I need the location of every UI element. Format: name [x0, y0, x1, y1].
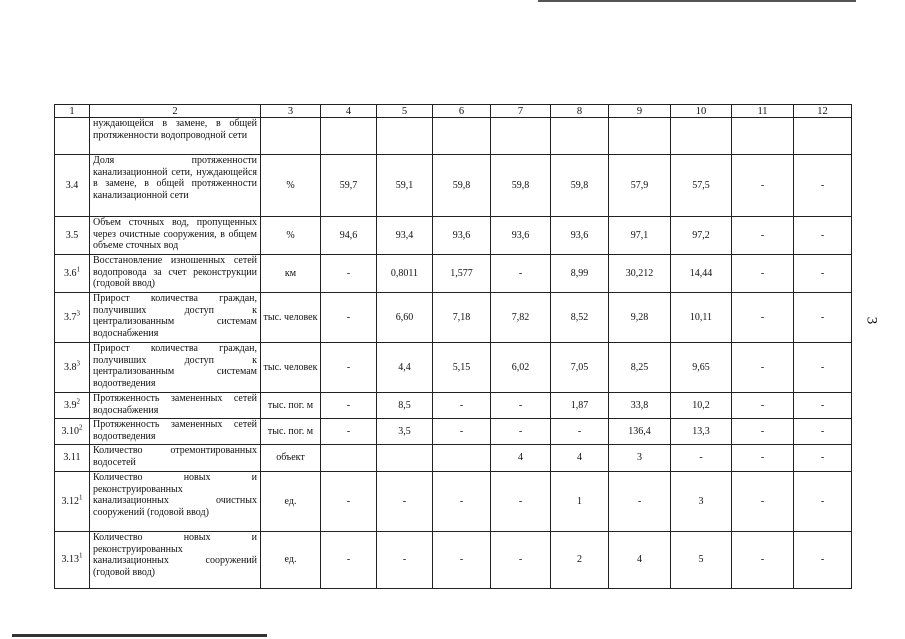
value-cell: -: [794, 393, 852, 419]
row-description: Восстановление изношенных сетей водопровода за счет реконструкции (годовой ввод): [90, 255, 261, 293]
value-cell: -: [732, 217, 794, 255]
value-cell: 3,5: [377, 419, 433, 445]
header-cell: 4: [321, 105, 377, 118]
value-cell: 3: [671, 472, 732, 532]
value-cell: 3: [609, 445, 671, 472]
value-cell: 7,05: [551, 343, 609, 393]
value-cell: 13,3: [671, 419, 732, 445]
value-cell: 10,2: [671, 393, 732, 419]
row-unit: тыс. пог. м: [261, 419, 321, 445]
footnote-mark: 1: [76, 265, 80, 274]
row-unit: ед.: [261, 472, 321, 532]
value-cell: [794, 118, 852, 155]
value-cell: -: [732, 393, 794, 419]
row-unit: км: [261, 255, 321, 293]
value-cell: -: [732, 343, 794, 393]
table-row: [55, 255, 852, 293]
value-cell: -: [433, 472, 491, 532]
header-cell: 7: [491, 105, 551, 118]
value-cell: -: [321, 393, 377, 419]
header-cell: 8: [551, 105, 609, 118]
header-cell: 9: [609, 105, 671, 118]
value-cell: 97,2: [671, 217, 732, 255]
value-cell: 1,577: [433, 255, 491, 293]
value-cell: -: [321, 293, 377, 343]
value-cell: -: [732, 472, 794, 532]
value-cell: [671, 118, 732, 155]
value-cell: 93,4: [377, 217, 433, 255]
value-cell: -: [671, 445, 732, 472]
value-cell: -: [321, 419, 377, 445]
value-cell: -: [491, 419, 551, 445]
value-cell: 7,82: [491, 293, 551, 343]
header-cell: 11: [732, 105, 794, 118]
row-unit: тыс. человек: [261, 343, 321, 393]
value-cell: 6,02: [491, 343, 551, 393]
value-cell: 0,8011: [377, 255, 433, 293]
value-cell: 4: [551, 445, 609, 472]
header-cell: 10: [671, 105, 732, 118]
value-cell: -: [794, 293, 852, 343]
value-cell: -: [491, 472, 551, 532]
value-cell: [321, 118, 377, 155]
value-cell: -: [321, 255, 377, 293]
value-cell: 97,1: [609, 217, 671, 255]
row-unit: ед.: [261, 532, 321, 589]
value-cell: 4,4: [377, 343, 433, 393]
value-cell: 136,4: [609, 419, 671, 445]
value-cell: [433, 118, 491, 155]
row-description: Количество новых и реконструированных канализационных сооружений (годовой ввод): [90, 532, 261, 589]
value-cell: 59,8: [433, 155, 491, 217]
value-cell: -: [732, 532, 794, 589]
value-cell: 5,15: [433, 343, 491, 393]
value-cell: 1: [551, 472, 609, 532]
value-cell: -: [794, 445, 852, 472]
value-cell: -: [732, 419, 794, 445]
header-cell: 5: [377, 105, 433, 118]
value-cell: [732, 118, 794, 155]
table-row: [55, 532, 852, 589]
value-cell: -: [321, 343, 377, 393]
value-cell: [377, 118, 433, 155]
value-cell: -: [794, 472, 852, 532]
value-cell: 57,5: [671, 155, 732, 217]
value-cell: 10,11: [671, 293, 732, 343]
value-cell: -: [732, 155, 794, 217]
row-description: Объем сточных вод, пропущенных через очистные сооружения, в общем объеме сточных вод: [90, 217, 261, 255]
header-row: [55, 105, 852, 118]
table-row: [55, 293, 852, 343]
value-cell: -: [732, 445, 794, 472]
value-cell: -: [794, 343, 852, 393]
value-cell: -: [377, 472, 433, 532]
value-cell: 7,18: [433, 293, 491, 343]
row-unit: тыс. человек: [261, 293, 321, 343]
value-cell: 5: [671, 532, 732, 589]
value-cell: -: [433, 393, 491, 419]
table-row: [55, 217, 852, 255]
header-cell: 12: [794, 105, 852, 118]
table-row: [55, 445, 852, 472]
row-description: Прирост количества граждан, получивших доступ к централизованным системам водоотведения: [90, 343, 261, 393]
value-cell: -: [491, 532, 551, 589]
footnote-mark: 1: [79, 551, 83, 560]
footnote-mark: 3: [76, 359, 80, 368]
row-code: 3.11: [55, 445, 90, 472]
value-cell: -: [433, 532, 491, 589]
value-cell: 59,8: [551, 155, 609, 217]
row-code: $3.8^3$: [55, 343, 90, 393]
row-code: 3.12$^1$: [55, 472, 90, 532]
footnote-mark: 2: [79, 423, 83, 432]
value-cell: 9,28: [609, 293, 671, 343]
value-cell: -: [732, 293, 794, 343]
value-cell: 8,52: [551, 293, 609, 343]
table-row: [55, 472, 852, 532]
row-unit: %: [261, 155, 321, 217]
value-cell: 6,60: [377, 293, 433, 343]
value-cell: -: [321, 472, 377, 532]
value-cell: -: [551, 419, 609, 445]
value-cell: 93,6: [491, 217, 551, 255]
row-code: 3.10$^2$: [55, 419, 90, 445]
value-cell: 94,6: [321, 217, 377, 255]
row-code: 3.4: [55, 155, 90, 217]
value-cell: 4: [491, 445, 551, 472]
row-description: Количество новых и реконструированных канализационных очистных сооружений (годовой ввод): [90, 472, 261, 532]
value-cell: -: [794, 419, 852, 445]
value-cell: 93,6: [551, 217, 609, 255]
value-cell: -: [609, 472, 671, 532]
table-row: [55, 343, 852, 393]
table-row: [55, 393, 852, 419]
row-description: Протяженность замененных сетей водоотведения: [90, 419, 261, 445]
row-unit: [261, 118, 321, 155]
footnote-mark: 3: [76, 309, 80, 318]
header-cell: 6: [433, 105, 491, 118]
value-cell: 59,1: [377, 155, 433, 217]
footnote-mark: 1: [79, 493, 83, 502]
value-cell: 8,99: [551, 255, 609, 293]
row-description: Прирост количества граждан, получивших доступ к централизованным системам водоснабжения: [90, 293, 261, 343]
value-cell: [609, 118, 671, 155]
row-description: Количество отремонтированных водосетей: [90, 445, 261, 472]
value-cell: -: [732, 255, 794, 293]
row-unit: объект: [261, 445, 321, 472]
bottom-rule: [12, 634, 267, 637]
value-cell: -: [491, 393, 551, 419]
value-cell: [551, 118, 609, 155]
value-cell: -: [794, 155, 852, 217]
value-cell: -: [794, 255, 852, 293]
value-cell: [377, 445, 433, 472]
page-number: 3: [863, 316, 880, 325]
row-description: Доля протяженности канализационной сети, нуждающейся в замене, в общей протяженности канализационной сети: [90, 155, 261, 217]
indicators-table: [54, 104, 852, 589]
header-cell: 3: [261, 105, 321, 118]
value-cell: 14,44: [671, 255, 732, 293]
value-cell: 93,6: [433, 217, 491, 255]
row-unit: %: [261, 217, 321, 255]
value-cell: -: [433, 419, 491, 445]
value-cell: [491, 118, 551, 155]
row-code: $3.9^2$: [55, 393, 90, 419]
value-cell: 9,65: [671, 343, 732, 393]
value-cell: 30,212: [609, 255, 671, 293]
value-cell: 2: [551, 532, 609, 589]
value-cell: 59,8: [491, 155, 551, 217]
value-cell: 57,9: [609, 155, 671, 217]
value-cell: -: [377, 532, 433, 589]
value-cell: 59,7: [321, 155, 377, 217]
row-code: 3.5: [55, 217, 90, 255]
row-code: $3.6^1$: [55, 255, 90, 293]
table-row: [55, 118, 852, 155]
value-cell: 4: [609, 532, 671, 589]
value-cell: -: [321, 532, 377, 589]
row-description: Протяженность замененных сетей водоснабжения: [90, 393, 261, 419]
row-unit: тыс. пог. м: [261, 393, 321, 419]
header-cell: 2: [90, 105, 261, 118]
value-cell: 33,8: [609, 393, 671, 419]
table-row: [55, 155, 852, 217]
value-cell: -: [794, 532, 852, 589]
footnote-mark: 2: [76, 397, 80, 406]
value-cell: 8,5: [377, 393, 433, 419]
row-code: [55, 118, 90, 155]
value-cell: [433, 445, 491, 472]
table-row: [55, 419, 852, 445]
value-cell: 8,25: [609, 343, 671, 393]
top-rule: [538, 0, 856, 2]
value-cell: -: [794, 217, 852, 255]
row-code: $3.7^3$: [55, 293, 90, 343]
header-cell: 1: [55, 105, 90, 118]
row-description: нуждающейся в замене, в общей протяженности водопроводной сети: [90, 118, 261, 155]
value-cell: [321, 445, 377, 472]
row-code: 3.13$^1$: [55, 532, 90, 589]
value-cell: -: [491, 255, 551, 293]
value-cell: 1,87: [551, 393, 609, 419]
